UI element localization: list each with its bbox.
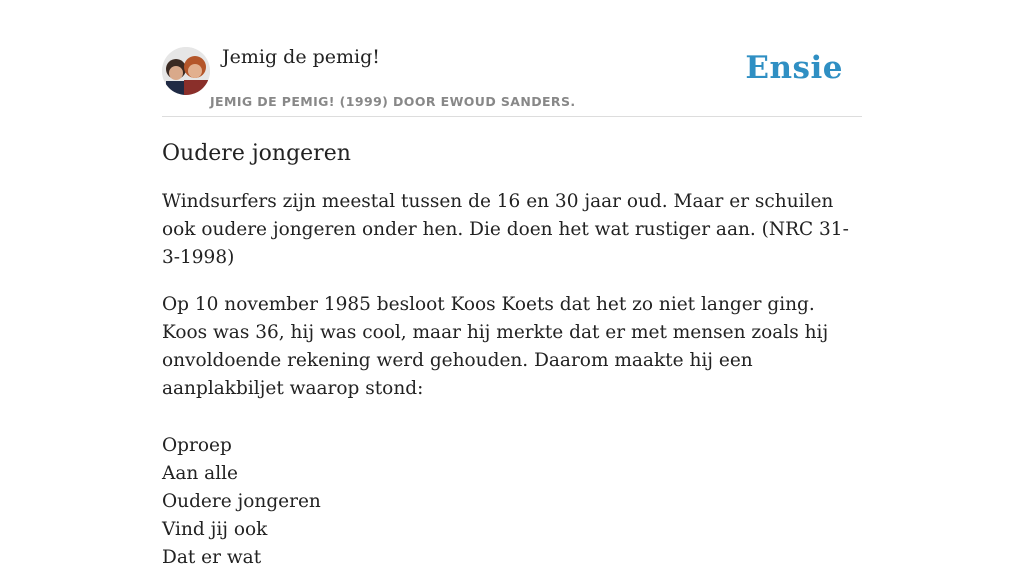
book-title[interactable]: Jemig de pemig! (222, 46, 380, 68)
article-paragraph: Op 10 november 1985 besloot Koos Koets dat het zo niet langer ging. Koos was 36, hij was cool, maar hij merkte dat er met mensen zoals hij onvoldoende rekening werd gehouden. Daarom maakte hij een aanplakbiljet waarop stond: (162, 294, 829, 399)
poem-line: Aan alle (162, 463, 238, 484)
article-title: Oudere jongeren (162, 141, 351, 166)
article (162, 138, 862, 572)
poem-line: Vind jij ook (162, 519, 268, 540)
poem-line: Oudere jongeren (162, 491, 321, 512)
article-paragraph: Windsurfers zijn meestal tussen de 16 en 30 jaar oud. Maar er schuilen ook oudere jongeren onder hen. Die doen het wat rustiger aan. (NRC 31-3-1998) (162, 191, 849, 268)
book-header (162, 44, 862, 117)
book-avatar[interactable] (162, 47, 210, 95)
avatar-image (162, 47, 210, 95)
book-meta: JEMIG DE PEMIG! (1999) DOOR EWOUD SANDERS. (210, 94, 576, 109)
poem-line: Oproep (162, 435, 232, 456)
ensie-logo[interactable]: Ensie (745, 50, 843, 86)
poem-line: Dat er wat (162, 547, 262, 568)
poem-block (162, 432, 862, 572)
